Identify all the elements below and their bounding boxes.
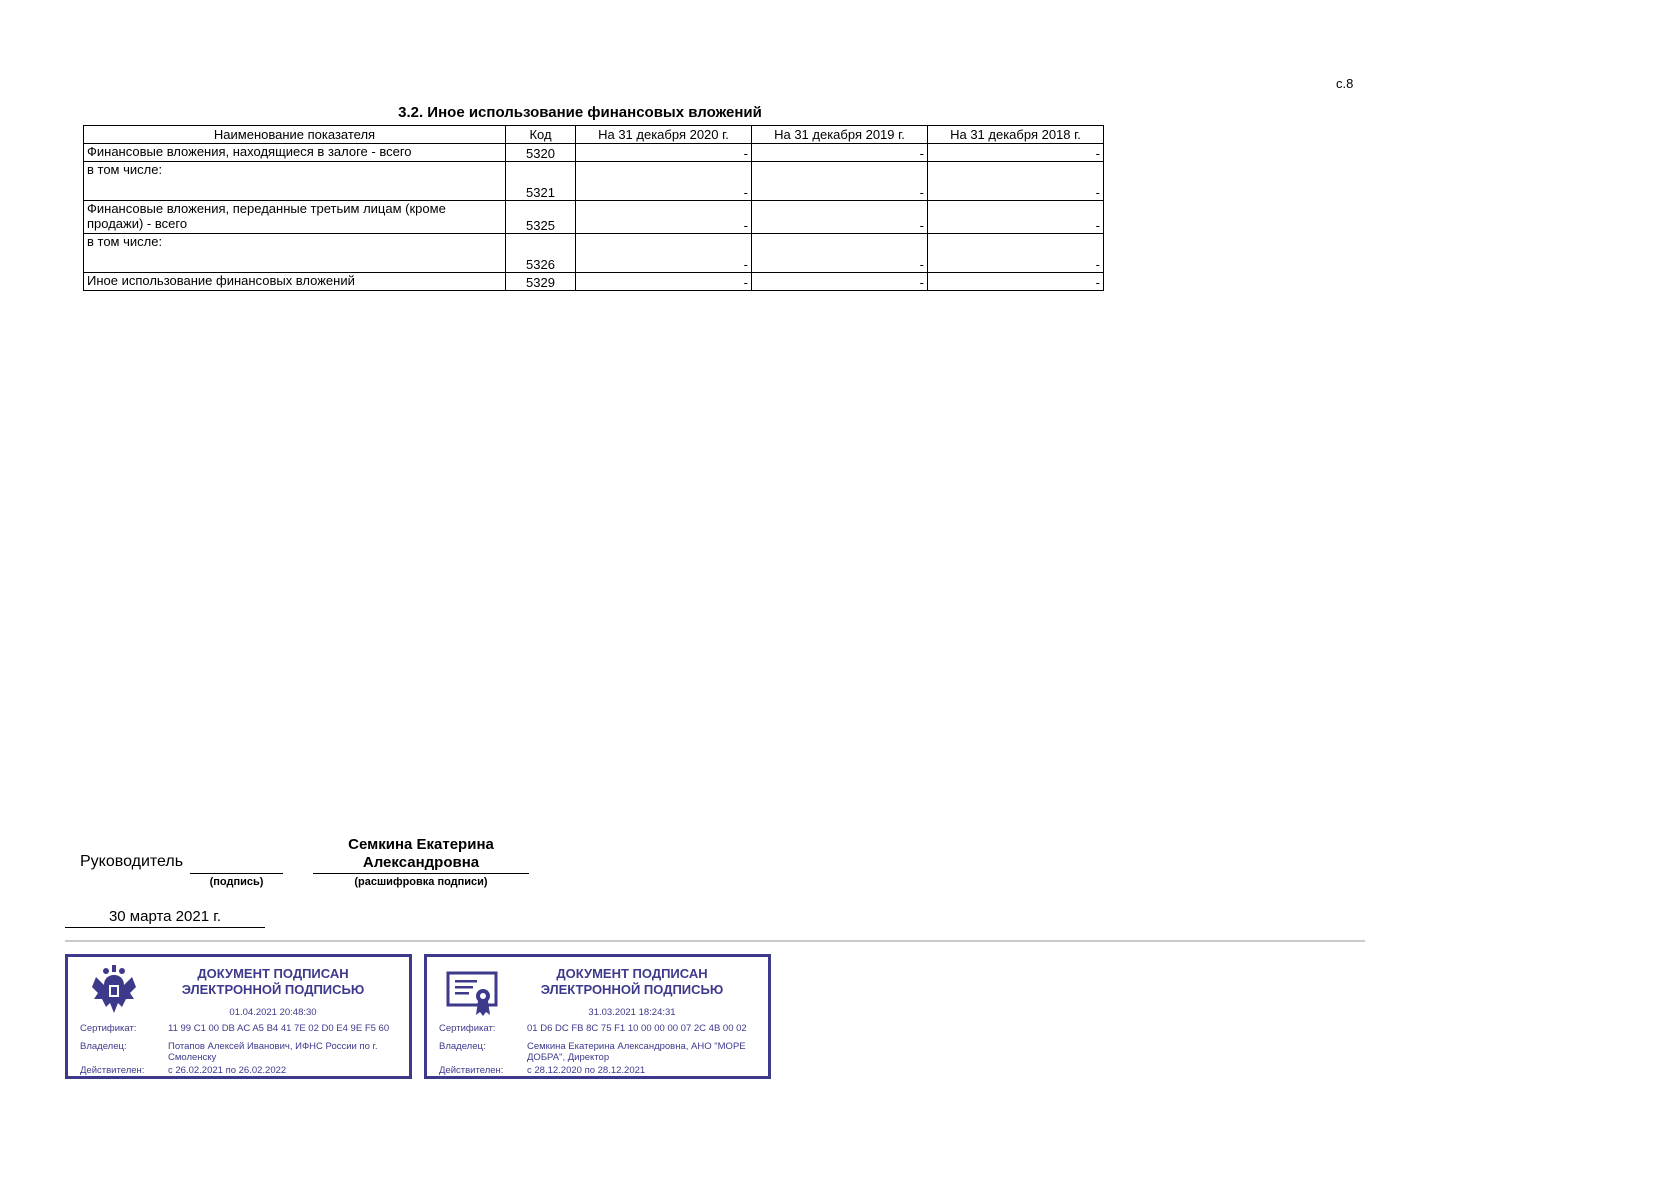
table-row <box>84 162 1104 201</box>
signature-caption: (подпись) <box>209 876 264 888</box>
valid-label: Действителен: <box>439 1065 504 1076</box>
certificate-icon <box>445 963 501 1019</box>
document-date: 30 марта 2021 г. <box>108 908 222 925</box>
separator <box>65 940 1365 942</box>
valid-label: Действителен: <box>80 1065 145 1076</box>
cert-label: Сертификат: <box>80 1023 137 1034</box>
row-value-2020: - <box>576 234 752 273</box>
header-name: Наименование показателя <box>84 126 506 144</box>
header-2019: На 31 декабря 2019 г. <box>752 126 928 144</box>
row-value-2019: - <box>752 234 928 273</box>
row-value-2019: - <box>752 273 928 291</box>
row-value-2018: - <box>928 144 1104 162</box>
header-2020: На 31 декабря 2020 г. <box>576 126 752 144</box>
valid-value: с 26.02.2021 по 26.02.2022 <box>168 1065 287 1076</box>
row-code: 5325 <box>506 201 576 234</box>
row-value-2020: - <box>576 273 752 291</box>
table-row <box>84 273 1104 291</box>
table-row <box>84 144 1104 162</box>
row-name: в том числе: <box>84 234 506 273</box>
header-code: Код <box>506 126 576 144</box>
row-value-2019: - <box>752 144 928 162</box>
name-caption: (расшифровка подписи) <box>354 876 488 888</box>
cert-label: Сертификат: <box>439 1023 496 1034</box>
financial-investments-table <box>83 125 1104 291</box>
row-value-2018: - <box>928 162 1104 201</box>
row-name: Иное использование финансовых вложений <box>84 273 506 291</box>
row-code: 5321 <box>506 162 576 201</box>
stamp-timestamp: 31.03.2021 18:24:31 <box>588 1007 676 1018</box>
row-name: в том числе: <box>84 162 506 201</box>
page-number: с.8 <box>1336 76 1354 91</box>
row-code: 5320 <box>506 144 576 162</box>
valid-value: с 28.12.2020 по 28.12.2021 <box>527 1065 646 1076</box>
row-value-2020: - <box>576 201 752 234</box>
table-header-row <box>84 126 1104 144</box>
owner-label: Владелец: <box>439 1041 486 1052</box>
row-name: Финансовые вложения, находящиеся в залоге - всего <box>84 144 506 162</box>
table-row <box>84 201 1104 234</box>
signer-role: Руководитель <box>80 853 184 870</box>
stamp-timestamp: 01.04.2021 20:48:30 <box>229 1007 317 1018</box>
signature-line <box>190 873 283 874</box>
row-value-2018: - <box>928 201 1104 234</box>
stamp-title: ДОКУМЕНТ ПОДПИСАН ЭЛЕКТРОННОЙ ПОДПИСЬЮ <box>540 966 724 997</box>
signer-name: Семкина Екатерина Александровна <box>348 836 494 871</box>
owner-value: Потапов Алексей Иванович, ИФНС России по г. Смоленску <box>168 1041 378 1063</box>
e-signature-stamp-tax <box>65 954 412 1079</box>
row-value-2020: - <box>576 162 752 201</box>
owner-value: Семкина Екатерина Александровна, АНО "МОРЕ ДОБРА", Директор <box>527 1041 746 1063</box>
row-value-2018: - <box>928 234 1104 273</box>
row-value-2019: - <box>752 162 928 201</box>
owner-label: Владелец: <box>80 1041 127 1052</box>
name-line <box>313 873 529 874</box>
row-value-2019: - <box>752 201 928 234</box>
coat-of-arms-icon <box>86 963 142 1019</box>
row-code: 5326 <box>506 234 576 273</box>
row-code: 5329 <box>506 273 576 291</box>
table-title: 3.2. Иное использование финансовых вложений <box>398 104 762 121</box>
table-row <box>84 234 1104 273</box>
header-2018: На 31 декабря 2018 г. <box>928 126 1104 144</box>
e-signature-stamp-director <box>424 954 771 1079</box>
row-value-2018: - <box>928 273 1104 291</box>
date-line <box>65 927 265 928</box>
row-name: Финансовые вложения, переданные третьим лицам (кроме продажи) - всего <box>84 201 506 234</box>
row-value-2020: - <box>576 144 752 162</box>
stamp-title: ДОКУМЕНТ ПОДПИСАН ЭЛЕКТРОННОЙ ПОДПИСЬЮ <box>181 966 365 997</box>
cert-value: 01 D6 DC FB 8C 75 F1 10 00 00 00 07 2C 4B 00 02 <box>527 1023 747 1034</box>
cert-value: 11 99 C1 00 DB AC A5 B4 41 7E 02 D0 E4 9E F5 60 <box>168 1023 390 1034</box>
